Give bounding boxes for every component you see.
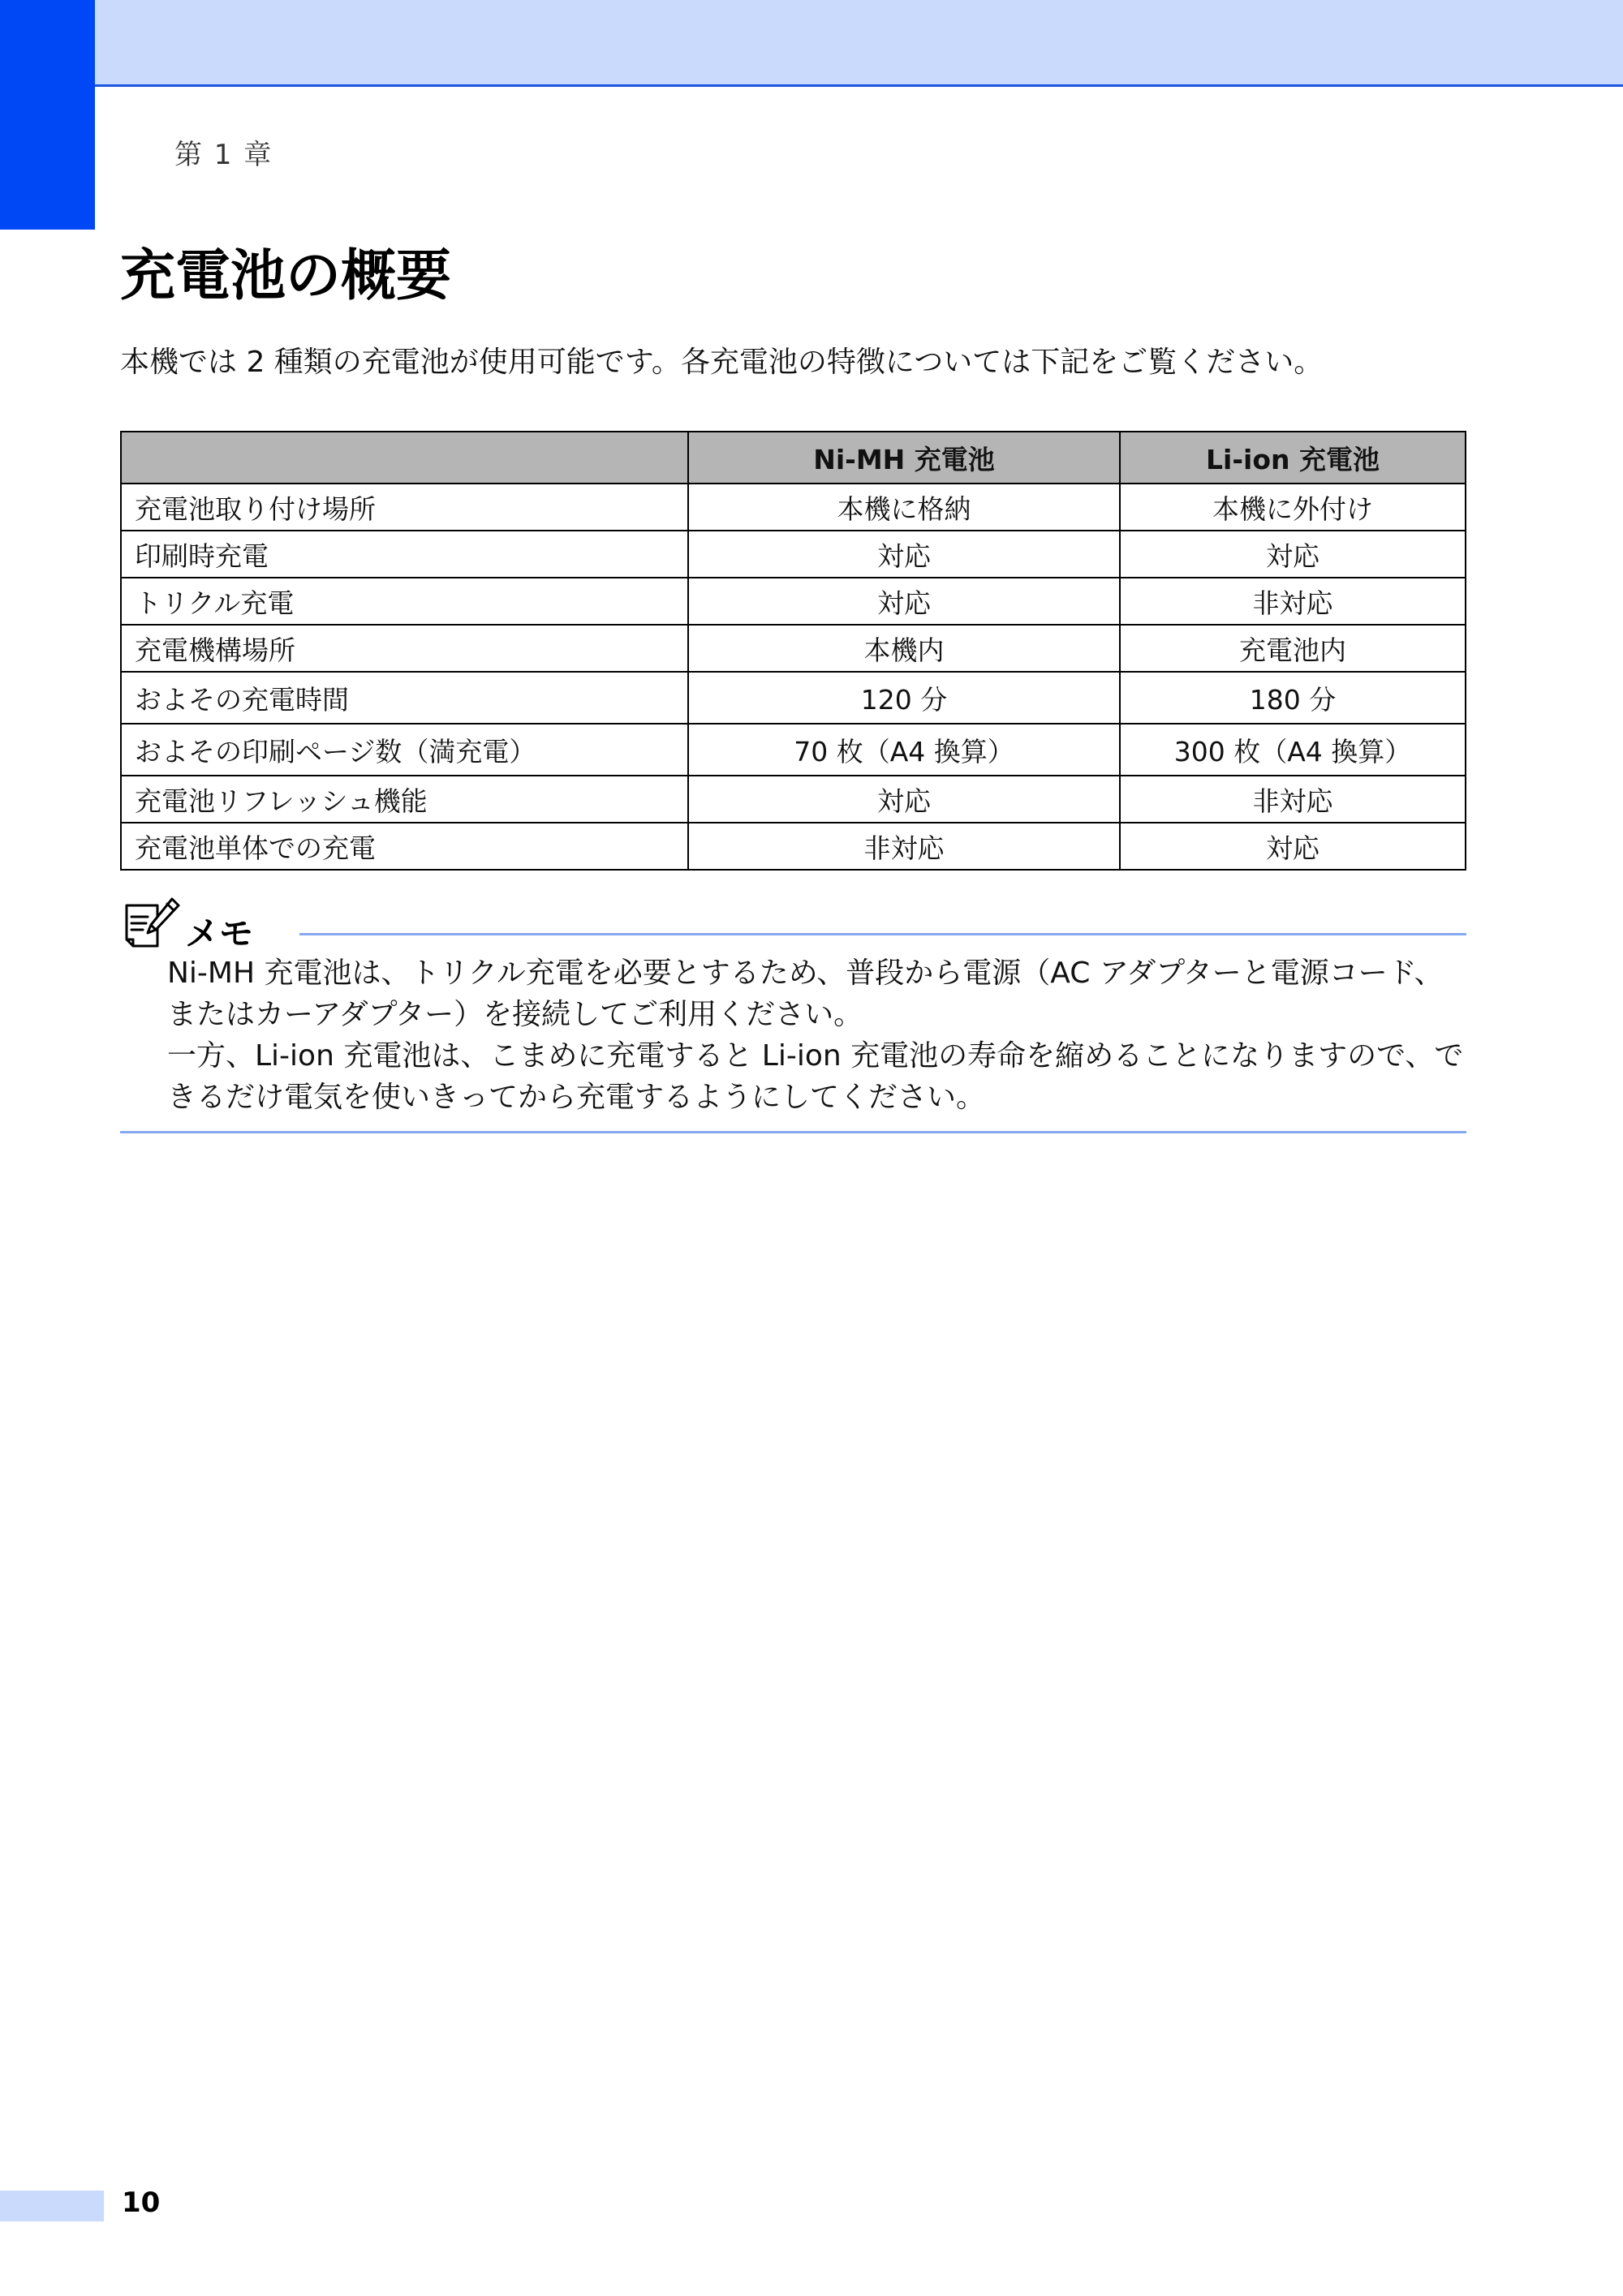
page-number: 10 bbox=[122, 2186, 161, 2219]
memo-paragraph: Ni-MH 充電池は、トリクル充電を必要とするため、普段から電源（AC アダプターと電源コード、またはカーアダプター）を接続してご利用ください。 bbox=[167, 957, 1444, 1031]
table-cell-liion: 対応 bbox=[1120, 531, 1466, 578]
table-cell-feature: 充電池単体での充電 bbox=[121, 823, 688, 870]
table-cell-nimh: 本機内 bbox=[688, 625, 1120, 672]
memo-divider-top bbox=[299, 933, 1466, 935]
memo-body bbox=[167, 952, 1466, 1118]
table-cell-nimh: 対応 bbox=[688, 776, 1120, 823]
table-cell-nimh: 対応 bbox=[688, 578, 1120, 625]
memo-title: メモ bbox=[185, 914, 254, 953]
table-header-cell-feature bbox=[121, 432, 688, 484]
table-row bbox=[121, 484, 1466, 531]
memo-divider-bottom bbox=[120, 1131, 1466, 1133]
table-row bbox=[121, 724, 1466, 776]
section-title: 充電池の概要 bbox=[120, 244, 452, 308]
header-band bbox=[0, 0, 1623, 87]
table-cell-liion: 非対応 bbox=[1120, 776, 1466, 823]
table-cell-feature: およその印刷ページ数（満充電） bbox=[121, 724, 688, 776]
table-row bbox=[121, 776, 1466, 823]
table-row bbox=[121, 625, 1466, 672]
table-cell-liion: 180 分 bbox=[1120, 672, 1466, 724]
table-cell-feature: およその充電時間 bbox=[121, 672, 688, 724]
table-cell-feature: 印刷時充電 bbox=[121, 531, 688, 578]
table-row bbox=[121, 531, 1466, 578]
table-cell-feature: 充電機構場所 bbox=[121, 625, 688, 672]
table-cell-nimh: 対応 bbox=[688, 531, 1120, 578]
table-row bbox=[121, 578, 1466, 625]
table-header-row bbox=[121, 432, 1466, 484]
intro-paragraph: 本機では 2 種類の充電池が使用可能です。各充電池の特徴については下記をご覧ください。 bbox=[120, 346, 1324, 379]
table-cell-feature: 充電池取り付け場所 bbox=[121, 484, 688, 531]
table-cell-liion: 充電池内 bbox=[1120, 625, 1466, 672]
table-header-cell-nimh: Ni-MH 充電池 bbox=[688, 432, 1120, 484]
table-cell-liion: 対応 bbox=[1120, 823, 1466, 870]
memo-paragraph: 一方、Li-ion 充電池は、こまめに充電すると Li-ion 充電池の寿命を縮めることになりますので、できるだけ電気を使いきってから充電するようにしてください。 bbox=[167, 1039, 1464, 1114]
table-header-cell-liion: Li-ion 充電池 bbox=[1120, 432, 1466, 484]
chapter-tab bbox=[0, 0, 95, 230]
table-row bbox=[121, 672, 1466, 724]
table-cell-nimh: 非対応 bbox=[688, 823, 1120, 870]
table-cell-liion: 本機に外付け bbox=[1120, 484, 1466, 531]
memo-pencil-icon bbox=[122, 896, 180, 951]
table-row bbox=[121, 823, 1466, 870]
table-cell-nimh: 70 枚（A4 換算） bbox=[688, 724, 1120, 776]
table-cell-nimh: 本機に格納 bbox=[688, 484, 1120, 531]
table-cell-feature: 充電池リフレッシュ機能 bbox=[121, 776, 688, 823]
table-cell-feature: トリクル充電 bbox=[121, 578, 688, 625]
table-cell-liion: 非対応 bbox=[1120, 578, 1466, 625]
table-cell-nimh: 120 分 bbox=[688, 672, 1120, 724]
table-cell-liion: 300 枚（A4 換算） bbox=[1120, 724, 1466, 776]
chapter-label: 第 1 章 bbox=[174, 139, 273, 171]
battery-comparison-table bbox=[120, 431, 1466, 871]
page-tab bbox=[0, 2191, 104, 2221]
